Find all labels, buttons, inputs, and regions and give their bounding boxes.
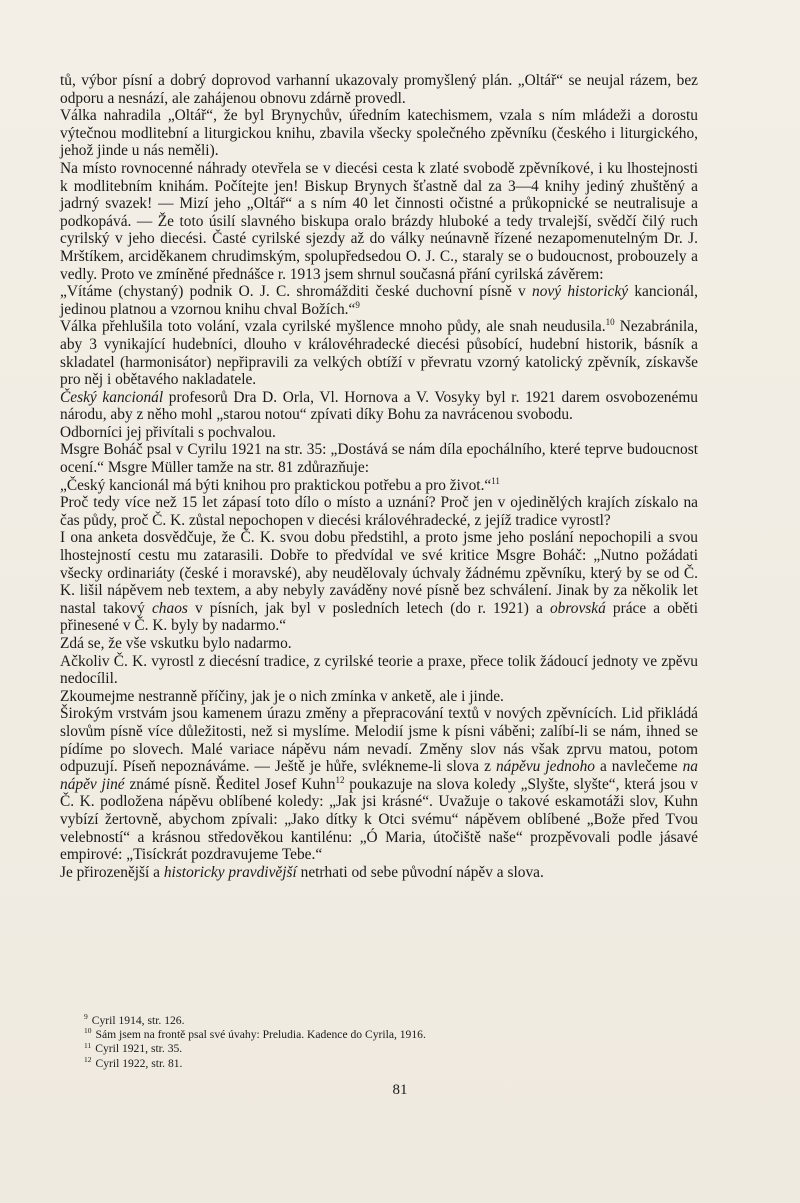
main-text [60,72,698,881]
emphasis-napevu-jednoho: nápěvu jednoho [495,758,595,776]
page-number: 81 [392,1082,408,1098]
paragraph-15: Širokým vrstvám jsou kamenem úrazu změny a přepracování textů v nových zpěvnících. Lid přikládá slovům písně více důležitosti, než si myslíme. Melodií jsme k písni váběni; zalíbí-li se nám, ihned se pídíme po slovech. Malé variace nápěvu nám nevadí. Změny slov nás však zprvu matou, potom odpuzují. Píseň nepoznáváme. — Ještě je hůře, svlékneme-li slova z nápěvu jednoho a navlečeme na nápěv jiné známé písně. Ředitel Josef Kuhn$^{12}$ poukazuje na slova koledy „Slyšte, slyšte“, která jsou v Č. K. podložena nápěvu oblíbené koledy: „Jak jsi krásné“. Uvažuje o takové eskamotáži slov, Kuhn vybízí žertovně, abychom zpívali: „Jako dítky k Otci svému“ nápěvem oblíbené „Bože před Tvou velebností“ a krásnou středověkou kantilénu: „Ó Maria, útočiště naše“ prozpěvovali podle jásavé empirové: „Tisíckrát pozdravujeme Tebe.“ [60,705,698,864]
footnotes [84,1014,698,1071]
paragraph-4-quote: „Vítáme (chystaný) podnik O. J. C. shromážditi české duchovní písně v nový historický kancionál, jedinou platnou a vzornou knihu chval Božích.“$^9$ [60,283,698,318]
paragraph-8: Msgre Boháč psal v Cyrilu 1921 na str. 35: „Dostává se nám díla epochálního, které teprve budoucnost ocení.“ Msgre Müller tamže na str. 81 zdůrazňuje: [60,441,698,477]
paragraph-16: Je přirozenější a historicky pravdivější netrhati od sebe původní nápěv a slova. [60,863,544,881]
paragraph-12: Zdá se, že vše vskutku bylo nadarmo. [60,635,292,652]
emphasis-chaos: chaos [151,599,188,617]
paragraph-3: Na místo rovnocenné náhrady otevřela se v diecési cesta k zlaté svobodě zpěvníkové, i ku lhostejnosti k modlitebním knihám. Počítejte jen! Biskup Brynych šťastně dal za 3—4 knihy jediný zhuštěný a jadrný svazek! — Mizí jeho „Oltář“ a s ním 40 let činnosti očistné a průkopnické se neutralisuje a podkopává. — Že toto úsilí slavného biskupa oralo brázdy hluboké a tedy trvalejší, svědčí čilý ruch cyrilský v jeho diecési. Časté cyrilské sjezdy až do války neúnavně řízené nezapomenutelným Dr. J. Mrštíkem, arciděkanem chrudimským, spolupředsedou O. J. C., staraly se o budoucnost, probouzely a vedly. Proto ve zmíněné přednášce r. 1913 jsem shrnul současná přání cyrilská závěrem: [60,159,698,283]
footnote-ref-10: 10 [605,317,615,328]
footnote-10: $^{10}$ Sám jsem na frontě psal své úvahy: Preludia. Kadence do Cyrila, 1916. [84,1026,426,1042]
paragraph-10: Proč tedy více než 15 let zápasí toto dílo o místo a uznání? Proč jen v ojedinělých krajích získalo na čas půdy, proč Č. K. zůstal nepochopen v diecési královéhradecké, z jejíž tradice vyrostl? [60,494,698,529]
footnote-12: $^{12}$ Cyril 1922, str. 81. [84,1054,183,1070]
paragraph-2: Válka nahradila „Oltář“, že byl Brynychův, úředním katechismem, vzala s ním mládeži a dorostu výtečnou modlitební a liturgickou knihu, zbavila všecky společného zpěvníku (českého i liturgického, jehož jinde u nás neměli). [60,107,698,160]
emphasis-historicky-pravdivejsi: historicky pravdivější [163,863,297,881]
emphasis-obrovska: obrovská [549,599,606,617]
footnote-9: $^9$ Cyril 1914, str. 126. [84,1012,185,1027]
paragraph-7: Odborníci jej přivítali s pochvalou. [60,423,276,441]
footnote-ref-11: 11 [491,475,500,486]
emphasis-cesky-kancional: Český kancionál [60,388,164,406]
paragraph-11: I ona anketa dosvědčuje, že Č. K. svou dobu předstihl, a proto jsme jeho poslání nepochopili a svou lhostejností cestu mu zatarasili. Dobře to předvídal ve své kritice Msgre Boháč: „Nutno požádati všecky ordinariáty (české i moravské), aby neudělovaly úchvaly žádnému zpěvníku, který by se od Č. K. lišil nápěvem neb textem, a aby nebyly zaváděny nové písně bez schválení. Jinak by za několik let nastal takový chaos v písních, jak byl v posledních letech (do r. 1921) a obrovská práce a oběti přinesené v Č. K. byly by nadarmo.“ [60,529,698,635]
paragraph-1: tů, výbor písní a dobrý doprovod varhanní ukazovaly promyšlený plán. „Oltář“ se neujal rázem, bez odporu a nesnází, ale zahájenou obnovu zdárně provedl. [60,72,698,107]
paragraph-5: Válka přehlušila toto volání, vzala cyrilské myšlence mnoho půdy, ale snah neudusila.$^{10}$ Nezabránila, aby 3 vynikající hudebníci, dlouho v královéhradecké diecési působící, hudební historik, básník a skladatel (harmonisátor) nepřipravili za velkých obtíží v převratu vzorný katolický zpěvník, získavše pro něj i obětavého nakladatele. [60,317,698,389]
paragraph-9-quote: „Český kancionál má býti knihou pro praktickou potřebu a pro život.“$^{11}$ [60,475,500,494]
footnote-ref-12: 12 [335,774,345,785]
paragraph-6: Český kancionál profesorů Dra D. Orla, Vl. Hornova a V. Vosyky byl r. 1921 darem osvobozenému národu, aby z něho mohl „starou notou“ zpívati díky Bohu za navrácenou svobodu. [60,388,698,424]
paragraph-14: Zkoumejme nestranně příčiny, jak je o nich zmínka v anketě, ale i jinde. [60,687,504,705]
emphasis-na-napev-jine: na nápěv jiné [60,758,698,793]
paragraph-13: Ačkoliv Č. K. vyrostl z diecésní tradice, z cyrilské teorie a praxe, přece tolik žádoucí jednoty ve zpěvu nedocílil. [60,652,698,688]
footnote-11: $^{11}$ Cyril 1921, str. 35. [84,1040,183,1056]
emphasis-novy-historicky: nový historický [532,283,629,301]
footnote-ref-9: 9 [355,299,360,310]
